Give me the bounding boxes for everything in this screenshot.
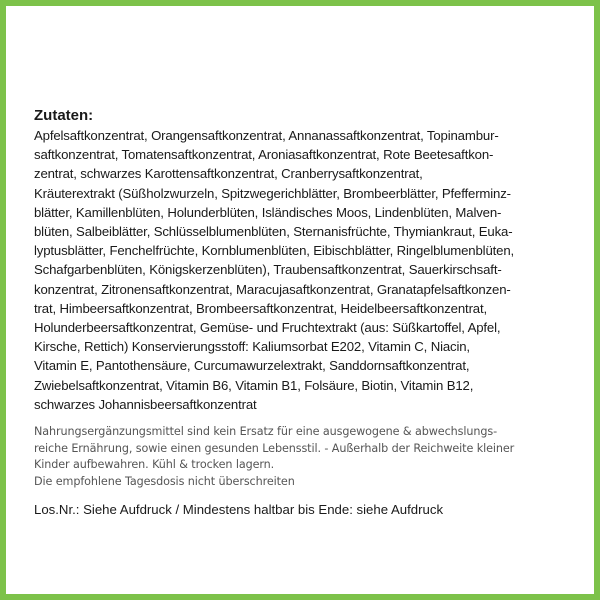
ingredient-line: schwarzes Johannisbeersaftkonzentrat	[34, 396, 257, 412]
ingredient-line: Schafgarbenblüten, Königskerzenblüten), Traubensaftkonzentrat, Sauerkirschsaft-	[34, 262, 502, 278]
lot-number-line: Los.Nr.: Siehe Aufdruck / Mindestens haltbar bis Ende: siehe Aufdruck	[34, 502, 444, 518]
ingredient-line: saftkonzentrat, Tomatensaftkonzentrat, Aroniasaftkonzentrat, Rote Beetesaftkon-	[34, 147, 494, 163]
ingredient-line: blüten, Salbeiblätter, Schlüsselblumenblüten, Sternanisfrüchte, Thymiankraut, Euka-	[34, 224, 513, 240]
ingredient-line: trat, Himbeersaftkonzentrat, Brombeersaftkonzentrat, Heidelbeersaftkonzentrat,	[34, 300, 488, 316]
notice-line: Nahrungsergänzungsmittel sind kein Ersatz für eine ausgewogene & abwechslungs-	[34, 425, 498, 439]
notice-line: Kinder aufbewahren. Kühl & trocken lagern.	[34, 458, 275, 472]
ingredient-line: lyptusblätter, Fenchelfrüchte, Kornblumenblüten, Eibischblätter, Ringelblumenblüten,	[34, 243, 515, 259]
ingredient-line: Kirsche, Rettich) Konservierungsstoff: Kaliumsorbat E202, Vitamin C, Niacin,	[34, 339, 470, 355]
ingredient-line: zentrat, schwarzes Karottensaftkonzentrat, Cranberrysaftkonzentrat,	[34, 166, 423, 182]
supplement-notice	[34, 424, 586, 490]
ingredients-list	[34, 126, 586, 414]
label-content	[34, 106, 586, 519]
ingredients-heading: Zutaten:	[34, 107, 94, 124]
notice-line: Die empfohlene Tagesdosis nicht überschreiten	[34, 474, 295, 488]
ingredient-line: konzentrat, Zitronensaftkonzentrat, Maracujasaftkonzentrat, Granatapfelsaftkonzen-	[34, 281, 511, 297]
ingredient-line: Apfelsaftkonzentrat, Orangensaftkonzentrat, Annanassaftkonzentrat, Topinambur-	[34, 128, 499, 143]
ingredient-line: Zwiebelsaftkonzentrat, Vitamin B6, Vitamin B1, Folsäure, Biotin, Vitamin B12,	[34, 377, 474, 393]
notice-line: reiche Ernährung, sowie einen gesunden Lebensstil. - Außerhalb der Reichweite kleiner	[34, 441, 515, 455]
ingredient-line: blätter, Kamillenblüten, Holunderblüten, Isländisches Moos, Lindenblüten, Malven-	[34, 204, 502, 220]
ingredient-line: Holunderbeersaftkonzentrat, Gemüse- und Fruchtextrakt (aus: Süßkartoffel, Apfel,	[34, 320, 501, 336]
ingredient-line: Vitamin E, Pantothensäure, Curcumawurzelextrakt, Sanddornsaftkonzentrat,	[34, 358, 470, 374]
ingredient-line: Kräuterextrakt (Süßholzwurzeln, Spitzwegerichblätter, Brombeerblätter, Pfefferminz-	[34, 185, 511, 201]
